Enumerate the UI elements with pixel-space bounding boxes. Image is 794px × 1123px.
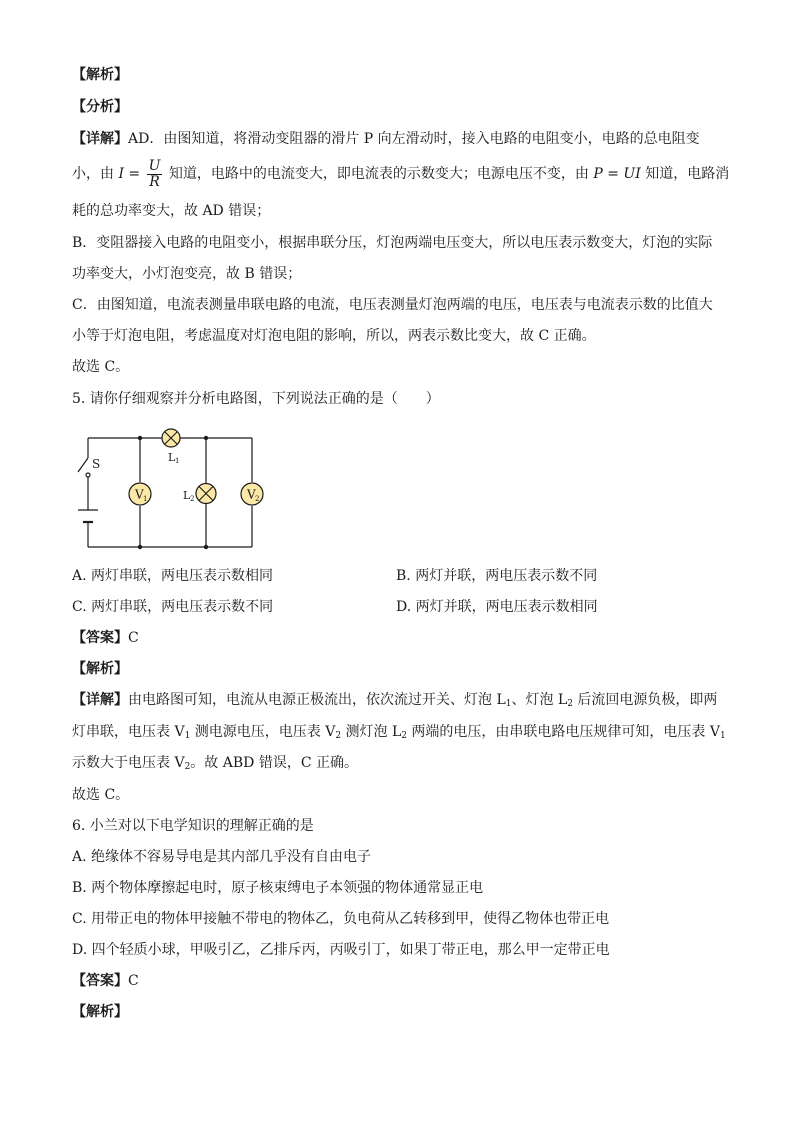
lamp-l1 xyxy=(162,429,180,447)
switch-label: S xyxy=(92,457,101,471)
question-5: 5. 请你仔细观察并分析电路图，下列说法正确的是（ ） xyxy=(72,391,440,407)
l2-label: L xyxy=(183,489,191,502)
detail-line-7: 小等于灯泡电阻，考虑温度对灯泡电阻的影响，所以，两表示数比变大，故 C 正确。 xyxy=(72,328,596,344)
svg-text:V: V xyxy=(247,487,256,502)
detail-line-3: 耗的总功率变大，故 AD 错误； xyxy=(72,203,271,219)
q6-option-a: A. 绝缘体不容易导电是其内部几乎没有自由电子 xyxy=(72,849,372,865)
svg-text:2: 2 xyxy=(255,495,260,503)
lamp-l2 xyxy=(196,484,216,504)
q5-option-d: D. 两灯并联，两电压表示数相同 xyxy=(396,599,598,615)
q6-option-c: C. 用带正电的物体甲接触不带电的物体乙，负电荷从乙转移到甲，使得乙物体也带正电 xyxy=(72,911,610,927)
q6-option-d: D. 四个轻质小球，甲吸引乙，乙排斥丙，丙吸引丁，如果丁带正电，那么甲一定带正电 xyxy=(72,942,610,958)
answer-5: 【答案】C xyxy=(72,630,139,646)
circuit-diagram xyxy=(70,420,280,555)
q5-option-b: B. 两灯并联，两电压表示数不同 xyxy=(396,568,598,584)
fenxi-heading: 【分析】 xyxy=(72,99,128,115)
conclusion-line: 故选 C。 xyxy=(72,359,130,375)
question-6: 6. 小兰对以下电学知识的理解正确的是 xyxy=(72,818,314,834)
formula-p: P xyxy=(593,166,603,182)
q5-option-c: C. 两灯串联，两电压表示数不同 xyxy=(72,599,274,615)
q5-option-a: A. 两灯串联，两电压表示数相同 xyxy=(72,568,274,584)
analysis-heading-3: 【解析】 xyxy=(72,1004,128,1020)
q5-detail-line-1: 【详解】由电路图可知，电流从电源正极流出，依次流过开关、灯泡 $L_1$、灯泡 $L_2$ 后流回电源负极，即两 xyxy=(72,692,718,709)
svg-text:V: V xyxy=(135,487,144,502)
fraction-u-over-r: $\frac{U}{R}$ xyxy=(148,157,161,190)
analysis-heading-1: 【解析】 xyxy=(72,67,128,83)
q5-conclusion: 故选 C。 xyxy=(72,787,130,803)
detail-heading: 【详解】 xyxy=(72,131,128,147)
voltmeter-v1 xyxy=(129,483,151,505)
voltmeter-v2 xyxy=(241,483,263,505)
formula-i: I xyxy=(118,166,124,182)
svg-text:1: 1 xyxy=(175,457,180,465)
q5-detail-line-2: 灯串联，电压表 $V_1$ 测电源电压，电压表 $V_2$ 测灯泡 $L_2$ 两端的电压，由串联电路电压规律可知，电压表 $V_1$ xyxy=(72,724,726,741)
detail-line-2: 小，由 I = $\frac{U}{R}$ 知道，电路中的电流变大，即电流表的示数变大；电源电压不变，由 P = UI 知道，电路消 xyxy=(72,157,730,190)
detail-line-4: B．变阻器接入电路的电阻变小，根据串联分压，灯泡两端电压变大，所以电压表示数变大，灯泡的实际 xyxy=(72,235,713,251)
detail-line-5: 功率变大，小灯泡变亮，故 B 错误； xyxy=(72,266,302,282)
q6-option-b: B. 两个物体摩擦起电时，原子核束缚电子本领强的物体通常显正电 xyxy=(72,880,484,896)
detail-line-1 xyxy=(72,128,722,150)
svg-text:2: 2 xyxy=(190,495,195,503)
answer-6: 【答案】C xyxy=(72,973,139,989)
l1-label: L xyxy=(168,451,176,464)
analysis-heading-2: 【解析】 xyxy=(72,661,128,677)
svg-text:1: 1 xyxy=(143,495,148,503)
formula-ui: UI xyxy=(623,166,641,182)
detail-line-6: C．由图知道，电流表测量串联电路的电流，电压表测量灯泡两端的电压，电压表与电流表示数的比值大 xyxy=(72,297,713,313)
detail-text: AD．由图知道，将滑动变阻器的滑片 P 向左滑动时，接入电路的电阻变小，电路的总电阻变 xyxy=(128,131,700,147)
q5-detail-line-3: 示数大于电压表 $V_2$。故 ABD 错误，C 正确。 xyxy=(72,755,358,772)
